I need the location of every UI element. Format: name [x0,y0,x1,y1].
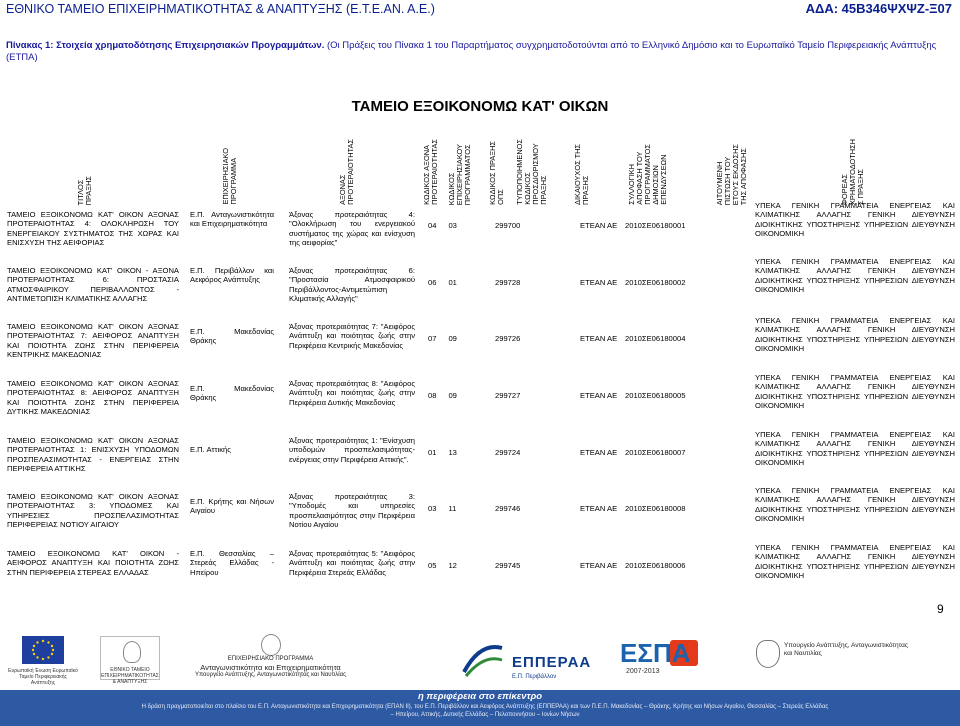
column-header-ops-code: ΚΩΔΙΚΟΣ ΠΡΑΞΗΣ ΟΠΣ [488,141,505,205]
cell-funder: ΥΠΕΚΑ ΓΕΝΙΚΗ ΓΡΑΜΜΑΤΕΙΑ ΕΝΕΡΓΕΙΑΣ ΚΑΙ ΚΛΙΜΑΤΙΚΗΣ ΑΛΛΑΓΗΣ ΓΕΝΙΚΗ ΔΙΕΥΘΥΝΣΗ ΔΙΟΙΚΗΤΙΚΗΣ ΥΠΟΣΤΗΡΙΞΗΣ ΥΠΗΡΕΣΙΩΝ ΔΙΕΥΘΥΝΣΗ ΟΙΚΟΝΟΜΙΚΗ [755,430,955,467]
document-header [0,0,960,20]
cell-funder: ΥΠΕΚΑ ΓΕΝΙΚΗ ΓΡΑΜΜΑΤΕΙΑ ΕΝΕΡΓΕΙΑΣ ΚΑΙ ΚΛΙΜΑΤΙΚΗΣ ΑΛΛΑΓΗΣ ΓΕΝΙΚΗ ΔΙΕΥΘΥΝΣΗ ΔΙΟΙΚΗΤΙΚΗΣ ΥΠΟΣΤΗΡΙΞΗΣ ΥΠΗΡΕΣΙΩΝ ΔΙΕΥΘΥΝΣΗ ΟΙΚΟΝΟΜΙΚΗ [755,373,955,410]
column-header-decision: ΣΥΛΛΟΓΙΚΗ ΑΠΟΦΑΣΗ ΤΟΥ ΠΡΟΓΡΑΜΜΑΤΟΣ ΔΗΜΟΣΙΩΝ ΕΠΕΝΔΥΣΕΩΝ [627,144,668,205]
cell-decision: 2010ΣΕ06180008 [625,504,686,513]
cell-beneficiary: ΕΤΕΑΝ ΑΕ [580,334,618,343]
epperaa-mark-icon [460,638,506,680]
cell-title: ΤΑΜΕΙΟ ΕΞΟΙΚΟΝΟΜΩ ΚΑΤ' ΟΙΚΟΝ ΑΞΟΝΑΣ ΠΡΟΤΕΡΑΙΟΤΗΤΑΣ 4: ΟΛΟΚΛΗΡΩΣΗ ΤΟΥ ΕΝΕΡΓΕΙΑΚΟΥ ΣΥΣΤΗΜΑΤΟΣ ΤΗΣ ΧΩΡΑΣ ΚΑΙ ΕΝΙΣΧΥΣΗ ΤΗΣ ΑΕΙΦΟΡΙΑΣ [7,210,179,247]
cell-funder: ΥΠΕΚΑ ΓΕΝΙΚΗ ΓΡΑΜΜΑΤΕΙΑ ΕΝΕΡΓΕΙΑΣ ΚΑΙ ΚΛΙΜΑΤΙΚΗΣ ΑΛΛΑΓΗΣ ΓΕΝΙΚΗ ΔΙΕΥΘΥΝΣΗ ΔΙΟΙΚΗΤΙΚΗΣ ΥΠΟΣΤΗΡΙΞΗΣ ΥΠΗΡΕΣΙΩΝ ΔΙΕΥΘΥΝΣΗ ΟΙΚΟΝΟΜΙΚΗ [755,257,955,294]
eu-logo-text: Ευρωπαϊκή Ένωση Ευρωπαϊκό Ταμείο Περιφερειακής Ανάπτυξης [8,668,78,686]
epperaa-logo [460,638,592,680]
cell-axis: Άξονας προτεραιότητας 3: "Υποδομές και υπηρεσίες προσπελασιμότητας στην Περιφέρεια Νοτίου Αιγαίου [289,492,415,529]
cell-ops-code: 299727 [495,391,521,400]
cell-axis-code: 07 [428,334,437,343]
epan-line2: Ανταγωνιστικότητα και Επιχειρηματικότητα [200,663,341,672]
cell-program: Ε.Π. Μακεδονίας Θράκης [190,384,274,403]
footer-small-print: Η δράση πραγματοποιείται στο πλαίσιο του Ε.Π. Ανταγωνιστικότητα και Επιχειρηματικότητα (ΕΠΑΝ ΙΙ), του Ε.Π. Περιβάλλον και Αειφόρος Ανάπτυξης (ΕΠΠΕΡΑΑ) και των Π.Ε.Π. Μακεδονίας – Θράκης, Κρήτης και Νήσων Αιγαίου, Θεσσαλίας – Στερεάς Ελλάδας – Ηπείρου, Αττικής, Δυτικής Ελλάδας – Πελοποννήσου – Ιονίων Νήσων [141,704,829,718]
cell-beneficiary: ΕΤΕΑΝ ΑΕ [580,448,618,457]
cell-program: Ε.Π. Θεσσαλίας – Στερεάς Ελλάδας - Ηπείρου [190,549,274,577]
cell-ops-code: 299746 [495,504,521,513]
cell-title: ΤΑΜΕΙΟ ΕΞΟΙΚΟΝΟΜΩ ΚΑΤ' ΟΙΚΟΝ - ΑΕΙΦΟΡΟΣ ΑΝΑΠΤΥΞΗ ΚΑΙ ΠΟΙΟΤΗΤΑ ΖΩΗΣ ΣΤΗΝ ΠΕΡΙΦΕΡΕΙΑ ΣΤΕΡΕΑΣ ΕΛΛΑΔΑΣ [7,549,179,577]
ministry-emblem-icon [756,640,780,668]
table-row [0,201,960,258]
footer-bar [0,690,960,726]
cell-decision: 2010ΣΕ06180004 [625,334,686,343]
cell-beneficiary: ΕΤΕΑΝ ΑΕ [580,391,618,400]
cell-program: Ε.Π. Μακεδονίας Θράκης [190,327,274,346]
cell-beneficiary: ΕΤΕΑΝ ΑΕ [580,221,618,230]
cell-program-code: 11 [448,504,457,513]
cell-axis-code: 01 [428,448,437,457]
epan-logo [168,634,373,690]
espa-logo [616,636,698,684]
table-row [0,486,960,540]
cell-decision: 2010ΣΕ06180006 [625,561,686,570]
cell-title: ΤΑΜΕΙΟ ΕΞΟΙΚΟΝΟΜΩ ΚΑΤ' ΟΙΚΟΝ ΑΞΟΝΑΣ ΠΡΟΤΕΡΑΙΟΤΗΤΑΣ 7: ΑΕΙΦΟΡΟΣ ΑΝΑΠΤΥΞΗ ΚΑΙ ΠΟΙΟΤΗΤΑ ΖΩΗΣ ΣΤΗΝ ΠΕΡΙΦΕΡΕΙΑ ΚΕΝΤΡΙΚΗΣ ΜΑΚΕΔΟΝΙΑΣ [7,322,179,359]
cell-axis-code: 06 [428,278,437,287]
column-header-identifier: ΤΥΠΟΠΟΙΗΜΕΝΟΣ ΚΩΔΙΚΟΣ ΠΡΟΣΔΙΟΡΙΣΜΟΥ ΠΡΑΞΗΣ [515,139,548,205]
cell-axis: Άξονας προτεραιότητας 1: "Ενίσχυση υποδομών προσπελασιμότητας-ενέργειας στην Περιφέρεια Αττικής". [289,436,415,464]
column-header-program: ΕΠΙΧΕΙΡΗΣΙΑΚΟ ΠΡΟΓΡΑΜΜΑ [221,148,238,205]
cell-program-code: 03 [448,221,457,230]
cell-funder: ΥΠΕΚΑ ΓΕΝΙΚΗ ΓΡΑΜΜΑΤΕΙΑ ΕΝΕΡΓΕΙΑΣ ΚΑΙ ΚΛΙΜΑΤΙΚΗΣ ΑΛΛΑΓΗΣ ΓΕΝΙΚΗ ΔΙΕΥΘΥΝΣΗ ΔΙΟΙΚΗΤΙΚΗΣ ΥΠΟΣΤΗΡΙΞΗΣ ΥΠΗΡΕΣΙΩΝ ΔΙΕΥΘΥΝΣΗ ΟΙΚΟΝΟΜΙΚΗ [755,316,955,353]
cell-title: ΤΑΜΕΙΟ ΕΞΟΙΚΟΝΟΜΩ ΚΑΤ' ΟΙΚΟΝ ΑΞΟΝΑΣ ΠΡΟΤΕΡΑΙΟΤΗΤΑΣ 3: ΥΠΟΔΟΜΕΣ ΚΑΙ ΥΠΗΡΕΣΙΕΣ ΠΡΟΣΠΕΛΑΣΙΜΟΤΗΤΑΣ ΠΕΡΙΦΕΡΕΙΑΣ ΝΟΤΙΟΥ ΑΙΓΑΙΟΥ [7,492,179,529]
eu-flag-icon [22,636,64,664]
cell-ops-code: 299700 [495,221,521,230]
caption-rest: (Οι Πράξεις του Πίνακα 1 του Παραρτήματος συγχρηματοδοτούνται από το Ελληνικό Δημόσιο και το Ευρωπαϊκό Ταμείο Περιφερειακής Ανάπτυξης (ΕΤΠΑ) [6,40,937,63]
cell-program: Ε.Π. Κρήτης και Νήσων Αιγαίου [190,497,274,516]
column-header-credit: ΑΙΤΟΥΜΕΝΗ ΠΙΣΤΩΣΗ ΤΟΥ ΕΤΟΥΣ ΕΚΔΟΣΗΣ ΤΗΣ ΑΠΟΦΑΣΗΣ [715,143,748,205]
cell-axis: Άξονας προτεραιότητας 8: "Αειφόρος Ανάπτυξη και ποιότητας ζωής στην Περιφέρεια Δυτικής Μακεδονίας [289,379,415,407]
cell-program: Ε.Π. Περιβάλλον και Αειφόρος Ανάπτυξης [190,266,274,285]
cell-ops-code: 299724 [495,448,521,457]
header-organization: ΕΘΝΙΚΟ ΤΑΜΕΙΟ ΕΠΙΧΕΙΡΗΜΑΤΙΚΟΤΗΤΑΣ & ΑΝΑΠΤΥΞΗΣ (Ε.Τ.Ε.ΑΝ. Α.Ε.) [6,2,435,16]
cell-program: Ε.Π. Ανταγωνιστικότητα και Επιχειρηματικότητα [190,210,274,229]
cell-program-code: 01 [448,278,457,287]
cell-decision: 2010ΣΕ06180007 [625,448,686,457]
table-caption [6,40,954,64]
cell-funder: ΥΠΕΚΑ ΓΕΝΙΚΗ ΓΡΑΜΜΑΤΕΙΑ ΕΝΕΡΓΕΙΑΣ ΚΑΙ ΚΛΙΜΑΤΙΚΗΣ ΑΛΛΑΓΗΣ ΓΕΝΙΚΗ ΔΙΕΥΘΥΝΣΗ ΔΙΟΙΚΗΤΙΚΗΣ ΥΠΟΣΤΗΡΙΞΗΣ ΥΠΗΡΕΣΙΩΝ ΔΙΕΥΘΥΝΣΗ ΟΙΚΟΝΟΜΙΚΗ [755,201,955,238]
footer-logos [0,630,960,696]
cell-decision: 2010ΣΕ06180001 [625,221,686,230]
cell-axis-code: 04 [428,221,437,230]
column-header-beneficiary: ΔΙΚΑΙΟΥΧΟΣ ΤΗΣ ΠΡΑΞΗΣ [573,144,590,205]
column-header-axis-code: ΚΩΔΙΚΟΣ ΑΞΟΝΑ ΠΡΟΤΕΡΑΙΟΤΗΤΑΣ [422,139,439,205]
fund-title: ΤΑΜΕΙΟ ΕΞΟΙΚΟΝΟΜΩ ΚΑΤ' ΟΙΚΩΝ [351,98,609,115]
cell-funder: ΥΠΕΚΑ ΓΕΝΙΚΗ ΓΡΑΜΜΑΤΕΙΑ ΕΝΕΡΓΕΙΑΣ ΚΑΙ ΚΛΙΜΑΤΙΚΗΣ ΑΛΛΑΓΗΣ ΓΕΝΙΚΗ ΔΙΕΥΘΥΝΣΗ ΔΙΟΙΚΗΤΙΚΗΣ ΥΠΟΣΤΗΡΙΞΗΣ ΥΠΗΡΕΣΙΩΝ ΔΙΕΥΘΥΝΣΗ ΟΙΚΟΝΟΜΙΚΗ [755,486,955,523]
column-header-title: ΤΙΤΛΟΣ ΠΡΑΞΗΣ [76,175,93,205]
greek-emblem-icon [261,634,281,656]
table-row [0,257,960,314]
cell-beneficiary: ΕΤΕΑΝ ΑΕ [580,561,618,570]
cell-axis: Άξονας προτεραιότητας 4: "Ολοκλήρωση του ενεργειακού συστήματος της χώρας και ενίσχυση της αειφορίας" [289,210,415,247]
cell-program: Ε.Π. Αττικής [190,445,231,454]
column-header-axis: ΑΞΟΝΑΣ ΠΡΟΤΕΡΑΙΟΤΗΤΑΣ [338,139,355,205]
table-row [0,543,960,597]
cell-axis-code: 03 [428,504,437,513]
caption-bold: Πίνακας 1: Στοιχεία χρηματοδότησης Επιχειρησιακών Προγραμμάτων. [6,40,325,51]
table-row [0,316,960,370]
cell-title: ΤΑΜΕΙΟ ΕΞΟΙΚΟΝΟΜΩ ΚΑΤ' ΟΙΚΟΝ ΑΞΟΝΑΣ ΠΡΟΤΕΡΑΙΟΤΗΤΑΣ 1: ΕΝΙΣΧΥΣΗ ΥΠΟΔΟΜΩΝ ΠΡΟΣΠΕΛΑΣΙΜΟΤΗΤΑΣ - ΕΝΕΡΓΕΙΑΣ ΣΤΗΝ ΠΕΡΙΦΕΡΕΙΑ ΑΤΤΙΚΗΣ [7,436,179,473]
cell-decision: 2010ΣΕ06180005 [625,391,686,400]
cell-program-code: 09 [448,391,457,400]
cell-title: ΤΑΜΕΙΟ ΕΞΟΙΚΟΝΟΜΩ ΚΑΤ' ΟΙΚΟΝ ΑΞΟΝΑΣ ΠΡΟΤΕΡΑΙΟΤΗΤΑΣ 8: ΑΕΙΦΟΡΟΣ ΑΝΑΠΤΥΞΗ ΚΑΙ ΠΟΙΟΤΗΤΑ ΖΩΗΣ ΣΤΗΝ ΠΕΡΙΦΕΡΕΙΑ ΔΥΤΙΚΗΣ ΜΑΚΕΔΟΝΙΑΣ [7,379,179,416]
cell-ops-code: 299745 [495,561,521,570]
cell-ops-code: 299726 [495,334,521,343]
cell-ops-code: 299728 [495,278,521,287]
espa-years: 2007-2013 [626,668,660,675]
column-header-program-code: ΚΩΔΙΚΟΣ ΕΠΙΧΕΙΡΗΣΙΑΚΟΥ ΠΡΟΓΡΑΜΜΑΤΟΣ [447,143,472,205]
cell-decision: 2010ΣΕ06180002 [625,278,686,287]
table-row [0,430,960,484]
cell-title: ΤΑΜΕΙΟ ΕΞΟΙΚΟΝΟΜΩ ΚΑΤ' ΟΙΚΟΝ - ΑΞΟΝΑ ΠΡΟΤΕΡΑΙΟΤΗΤΑΣ 6: ΠΡΟΣΤΑΣΙΑ ΑΤΜΟΣΦΑΙΡΙΚΟΥ ΠΕΡΙΒΑΛΛΟΝΤΟΣ - ΑΝΤΙΜΕΤΩΠΙΣΗ ΚΛΙΜΑΤΙΚΗΣ ΑΛΛΑΓΗΣ [7,266,179,303]
epperaa-sub: Ε.Π. Περιβάλλον [512,674,557,680]
cell-beneficiary: ΕΤΕΑΝ ΑΕ [580,504,618,513]
cell-program-code: 12 [448,561,457,570]
epan-line3: Υπουργείο Ανάπτυξης, Ανταγωνιστικότητας και Ναυτιλίας [195,672,346,678]
epperaa-text: ΕΠΠΕΡΑΑ [512,654,592,671]
emblem-icon [123,641,141,663]
ministry-right-text: Υπουργείο Ανάπτυξης, Ανταγωνιστικότητας και Ναυτιλίας [784,642,908,657]
cell-axis: Άξονας προτεραιότητας 7: "Αειφόρος Ανάπτυξη και ποιότητας ζωής στην Περιφέρεια Κεντρικής Μακεδονίας [289,322,415,350]
etean-logo [100,636,160,685]
cell-axis-code: 08 [428,391,437,400]
cell-axis-code: 05 [428,561,437,570]
column-header-funder: ΦΟΡΕΑΣ ΧΡΗΜΑΤΟΔΟΤΗΣΗ Σ ΠΡΑΞΗΣ [840,139,865,205]
cell-program-code: 09 [448,334,457,343]
cell-axis: Άξονας προτεραιότητας 5: "Αειφόρος Ανάπτυξη και ποιότητας ζωής στην Περιφέρεια Στερεάς Ελλάδας [289,549,415,577]
cell-axis: Άξονας προτεραιότητας 6: "Προστασία Ατμοσφαιρικού Περιβάλλοντος-Αντιμετώπιση Κλιματικής Αλλαγής" [289,266,415,303]
cell-program-code: 13 [448,448,457,457]
etean-logo-text: ΕΘΝΙΚΟ ΤΑΜΕΙΟ ΕΠΙΧΕΙΡΗΜΑΤΙΚΟΤΗΤΑΣ & ΑΝΑΠΤΥΞΗΣ [101,667,159,685]
header-ada-code: ΑΔΑ: 45Β346ΨΧΨΖ-Ξ07 [805,1,952,16]
footer-tagline: η περιφέρεια στο επίκεντρο [417,691,543,702]
cell-beneficiary: ΕΤΕΑΝ ΑΕ [580,278,618,287]
espa-text: ΕΣΠΑ [620,638,691,668]
cell-funder: ΥΠΕΚΑ ΓΕΝΙΚΗ ΓΡΑΜΜΑΤΕΙΑ ΕΝΕΡΓΕΙΑΣ ΚΑΙ ΚΛΙΜΑΤΙΚΗΣ ΑΛΛΑΓΗΣ ΓΕΝΙΚΗ ΔΙΕΥΘΥΝΣΗ ΔΙΟΙΚΗΤΙΚΗΣ ΥΠΟΣΤΗΡΙΞΗΣ ΥΠΗΡΕΣΙΩΝ ΔΙΕΥΘΥΝΣΗ ΟΙΚΟΝΟΜΙΚΗ [755,543,955,580]
epan-line1: ΕΠΙΧΕΙΡΗΣΙΑΚΟ ΠΡΟΓΡΑΜΜΑ [227,656,314,662]
table-row [0,373,960,427]
page-number: 9 [937,602,944,616]
